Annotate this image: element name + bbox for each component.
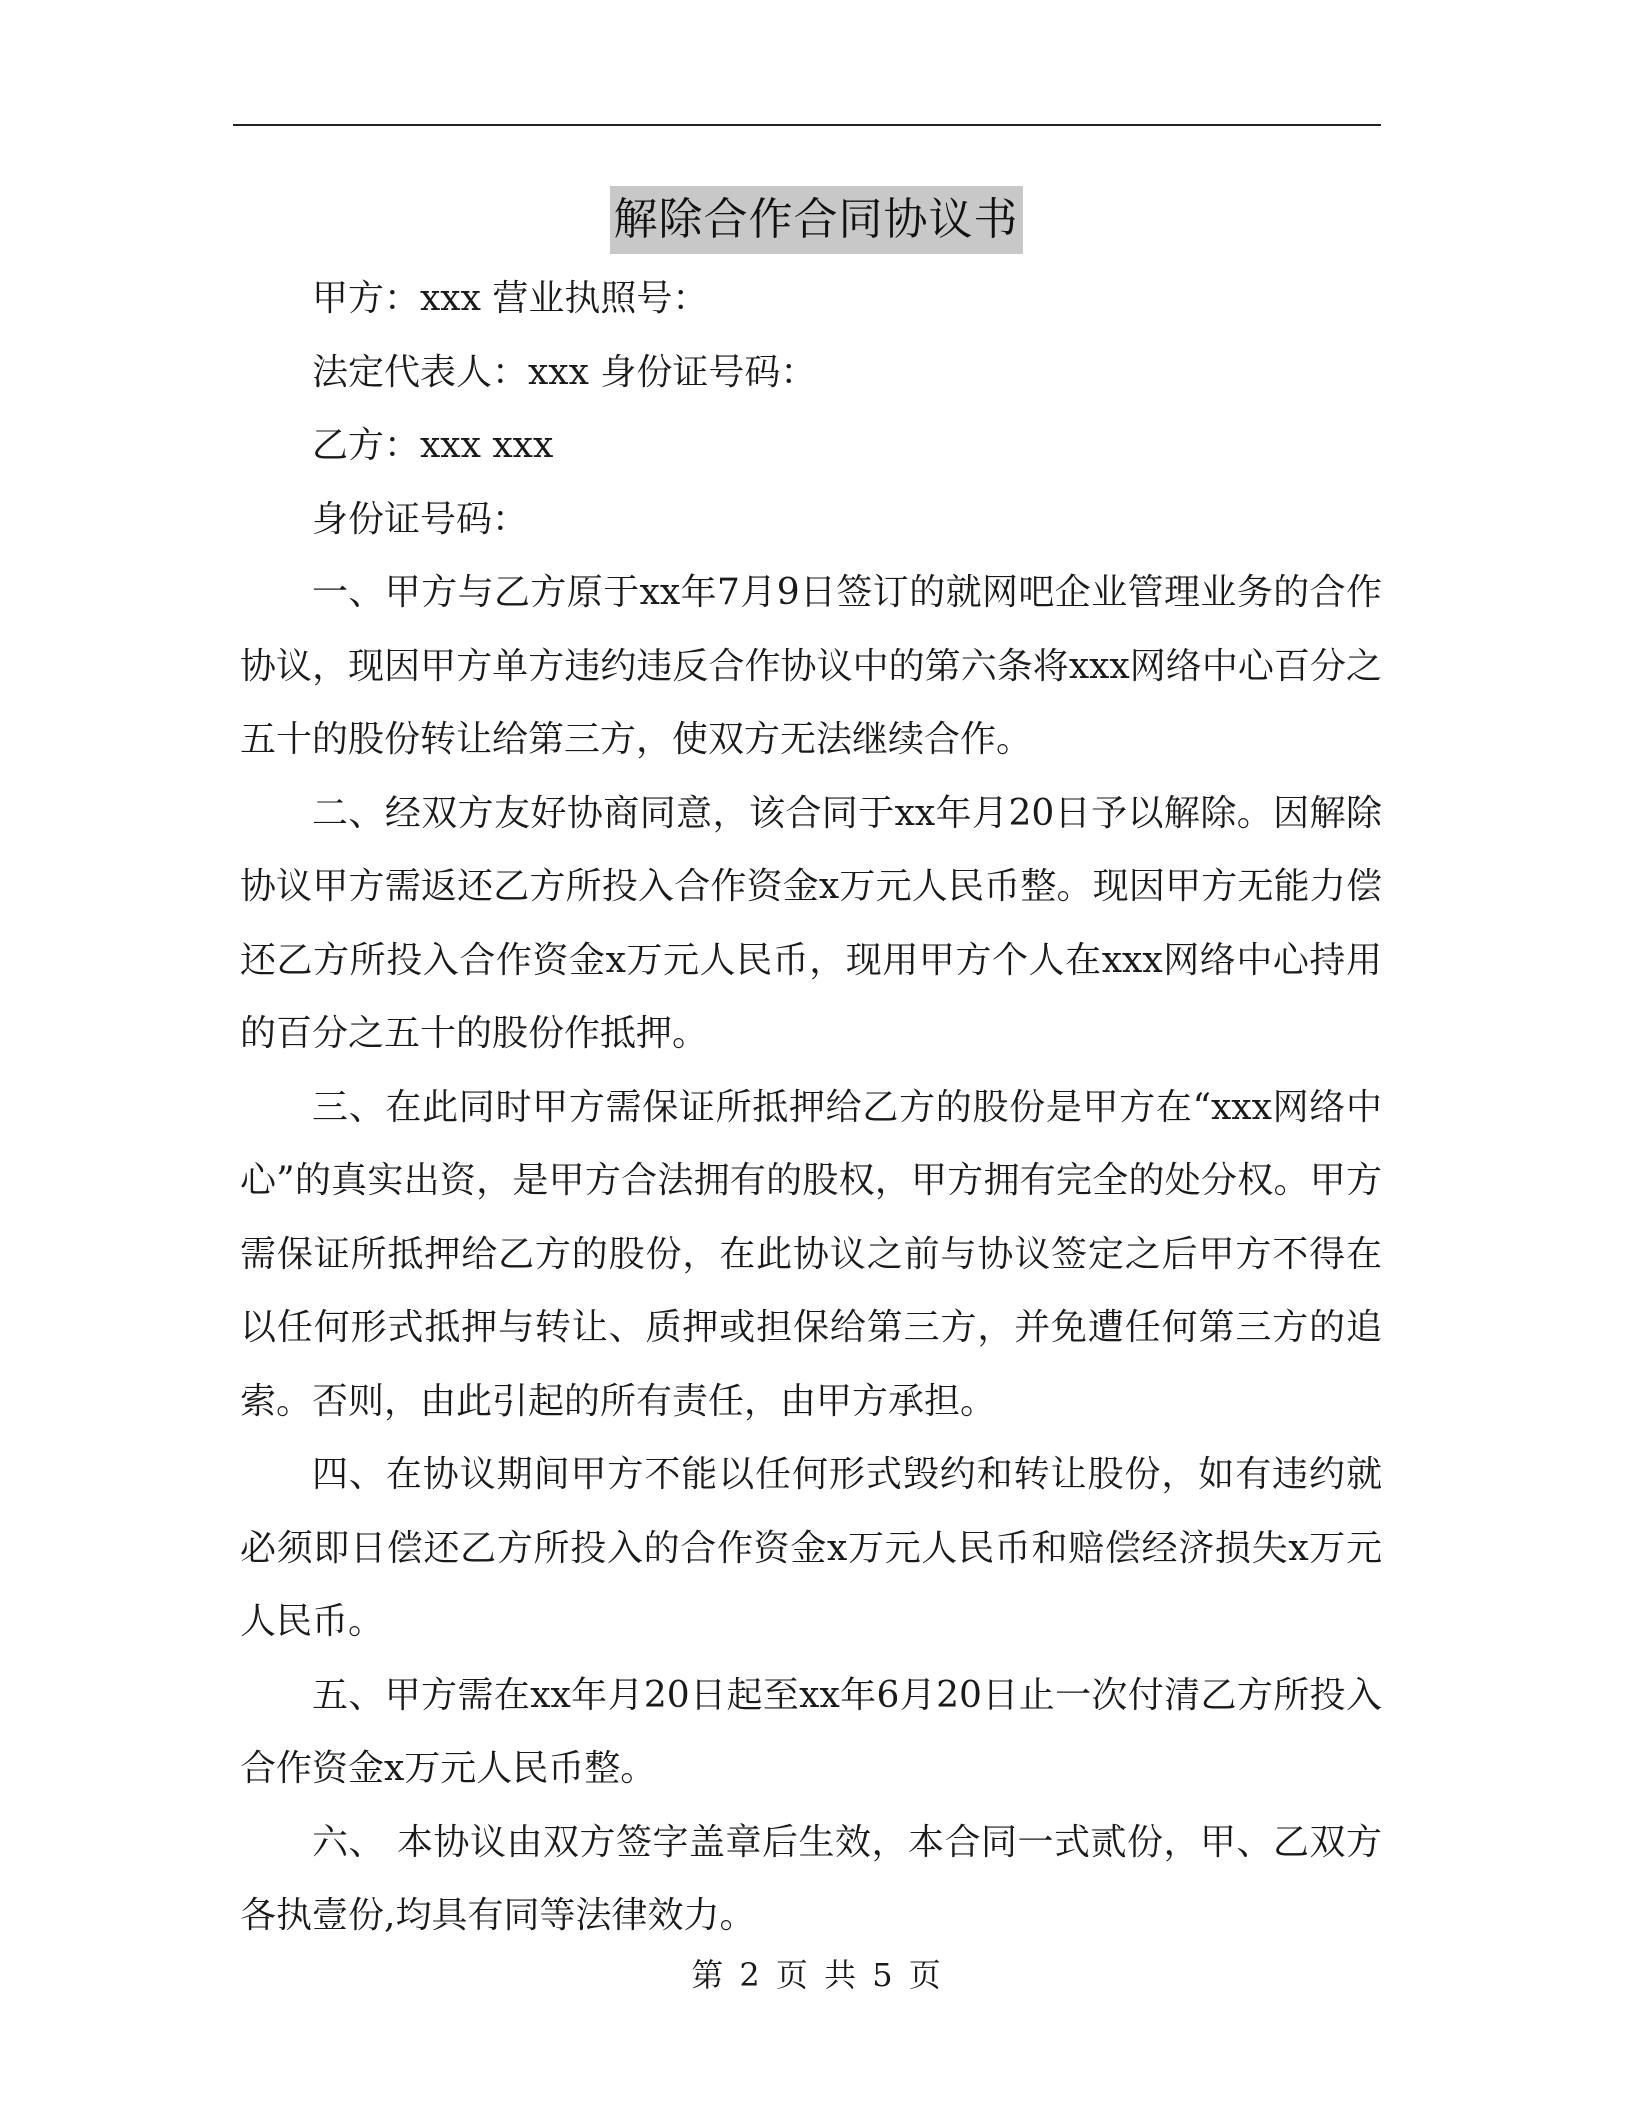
page-footer (0, 1955, 1632, 1995)
clause-5: 五、甲方需在xx年月20日起至xx年6月20日止一次付清乙方所投入合作资金x万元人民币整。 (240, 1674, 1382, 1789)
document-body (240, 262, 1382, 1953)
id-number-line: 身份证号码： (312, 498, 529, 540)
clause-6: 六、 本协议由双方签字盖章后生效，本合同一式贰份，甲、乙双方各执壹份,均具有同等法律效力。 (240, 1821, 1382, 1936)
legal-rep-line: 法定代表人：xxx 身份证号码： (312, 351, 817, 393)
page-number: 第 2 页 共 5 页 (691, 1956, 941, 1994)
party-a-line: 甲方：xxx 营业执照号： (312, 278, 709, 319)
document-title: 解除合作合同协议书 (610, 186, 1023, 254)
title-container (0, 186, 1632, 254)
clause-2: 二、经双方友好协商同意，该合同于xx年月20日予以解除。因解除协议甲方需返还乙方所投入合作资金x万元人民币整。现因甲方无能力偿还乙方所投入合作资金x万元人民币，现用甲方个人在xxx网络中心持用的百分之五十的股份作抵押。 (240, 792, 1382, 1054)
clause-4: 四、在协议期间甲方不能以任何形式毁约和转让股份，如有违约就必须即日偿还乙方所投入的合作资金x万元人民币和赔偿经济损失x万元人民币。 (240, 1454, 1382, 1642)
clause-1: 一、甲方与乙方原于xx年7月9日签订的就网吧企业管理业务的合作协议，现因甲方单方违约违反合作协议中的第六条将xxx网络中心百分之五十的股份转让给第三方，使双方无法继续合作。 (240, 572, 1382, 760)
header-rule (233, 124, 1381, 126)
party-b-line: 乙方：xxx xxx (312, 425, 554, 466)
clause-3: 三、在此同时甲方需保证所抵押给乙方的股份是甲方在“xxx网络中心”的真实出资，是甲方合法拥有的股权，甲方拥有完全的处分权。甲方需保证所抵押给乙方的股份，在此协议之前与协议签定之后甲方不得在以任何形式抵押与转让、质押或担保给第三方，并免遭任何第三方的追索。否则，由此引起的所有责任，由甲方承担。 (240, 1086, 1382, 1422)
